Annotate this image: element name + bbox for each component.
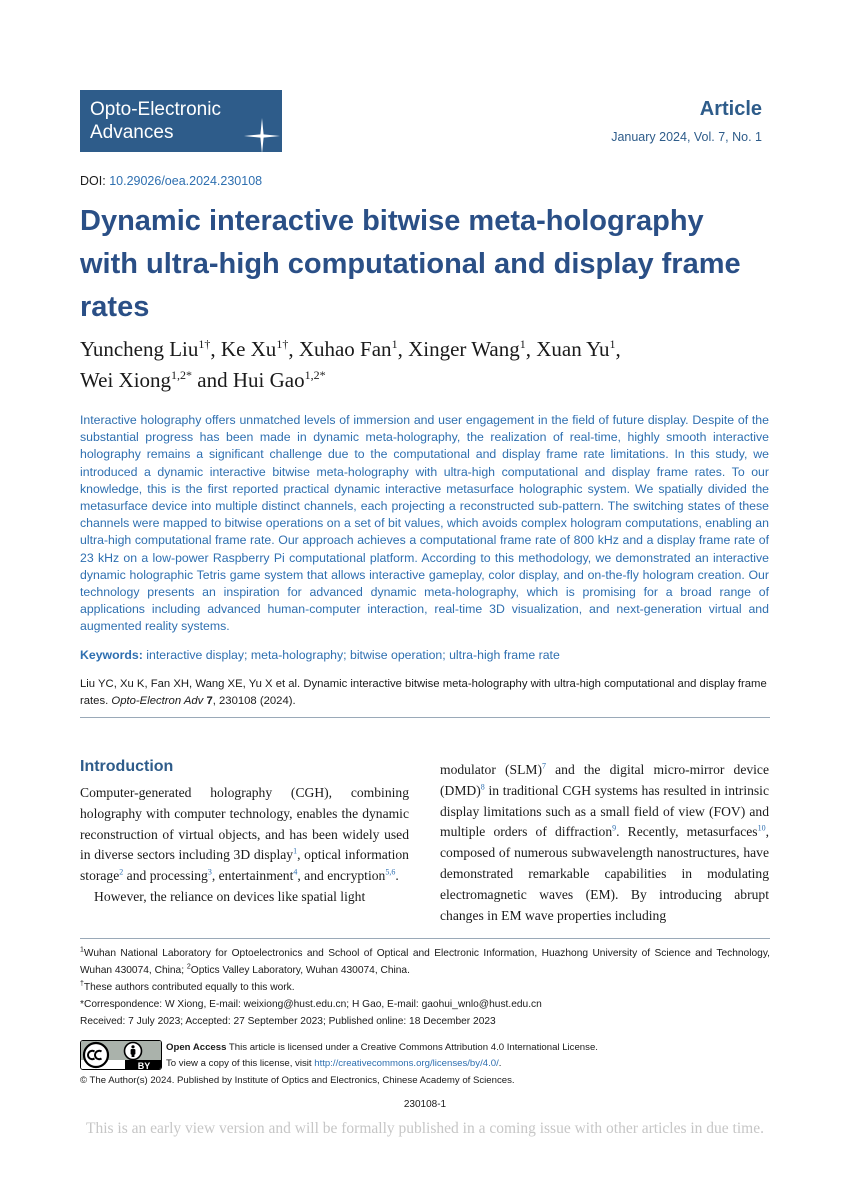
column-right <box>440 760 769 926</box>
author-name: Xuan Yu <box>536 337 610 361</box>
author-affiliation-mark: 1,2* <box>304 368 326 382</box>
citation-text: Liu YC, Xu K, Fan XH, Wang XE, Yu X et al. Dynamic interactive bitwise meta-holography with ultra-high computational and display frame rates. <box>80 678 767 707</box>
doi-link[interactable]: 10.29026/oea.2024.230108 <box>109 174 263 188</box>
paragraph-text: modulator (SLM) <box>440 762 542 777</box>
paragraph-text: . <box>395 868 399 884</box>
license-line-2-suffix: . <box>498 1058 502 1069</box>
author-list <box>80 334 780 396</box>
correspondence: *Correspondence: W Xiong, E-mail: weixiong@hust.edu.cn; H Gao, E-mail: gaohui_wnlo@hust.edu.cn <box>80 999 542 1010</box>
cc-by-badge-graphic <box>81 1041 162 1070</box>
author-separator: and <box>192 368 233 392</box>
reference-mark[interactable]: 10 <box>757 823 766 833</box>
author-name: Ke Xu <box>220 337 277 361</box>
affiliations <box>80 945 770 979</box>
reference-mark[interactable]: 9 <box>612 823 617 833</box>
paragraph-text: and processing <box>123 868 208 884</box>
paragraph-text: Computer-generated holography (CGH), combining holography with computer technology, enables the dynamic reconstruction of virtual objects, and has been widely used in diverse sectors including 3D display <box>80 785 409 863</box>
author-separator: , <box>210 337 221 361</box>
intro-paragraph-1 <box>80 783 409 887</box>
paper-title: Dynamic interactive bitwise meta-holography with ultra-high computational and display frame rates <box>80 205 741 323</box>
author-affiliation-mark: 1† <box>198 337 211 351</box>
article-type-label: Article <box>699 98 762 120</box>
page-number: 230108-1 <box>403 1099 447 1110</box>
section-heading-introduction: Introduction <box>80 758 174 775</box>
citation <box>80 676 770 710</box>
citation-rest: , 230108 (2024). <box>212 695 296 707</box>
author-name: Yuncheng Liu <box>80 337 199 361</box>
intro-paragraph-3 <box>440 760 769 926</box>
paragraph-text: in traditional CGH systems has resulted in intrinsic display limitations such as a small field of view (FOV) and multiple orders of diffraction <box>440 782 769 840</box>
reference-mark[interactable]: 2 <box>119 867 124 877</box>
paragraph-text: , composed of numerous subwavelength nanostructures, have demonstrated remarkable capabilities in modulating electromagnetic waves (EM). By introducing abrupt changes in EM wave properties including <box>440 824 769 923</box>
equal-contribution-note <box>80 979 770 996</box>
logo-line-1: Opto-Electronic <box>90 99 221 120</box>
author-name: Xinger Wang <box>408 337 520 361</box>
paragraph-text: . Recently, metasurfaces <box>616 824 758 840</box>
reference-mark[interactable]: 5,6 <box>385 867 396 877</box>
affiliation-mark: 1 <box>80 946 84 954</box>
license-line-2-prefix: To view a copy of this license, visit <box>166 1058 315 1069</box>
author-affiliation-mark: 1 <box>391 337 398 351</box>
issue-info: January 2024, Vol. 7, No. 1 <box>611 130 762 144</box>
author-separator: , <box>288 337 299 361</box>
license-text <box>166 1040 598 1072</box>
author-affiliation-mark: 1† <box>276 337 289 351</box>
abstract: Interactive holography offers unmatched levels of immersion and user engagement in the field of future display. Despite of the substantial progress has been made in dynamic meta-holography, the realization of real-time, highly smooth interactive holography remains a significant challenge due to the computational and display frame rate limitations. In this study, we introduced a dynamic interactive bitwise meta-holography with ultra-high computational and display frame rates. To our knowledge, this is the first reported practical dynamic interactive metasurface holographic system. We spatially divided the metasurface device into multiple distinct channels, each projecting a reconstructed sub-pattern. The switching states of these channels were mapped to bitwise operations on a set of bit values, which avoids complex hologram computations, enabling an ultra-high computational frame rate. Our approach achieves a computational frame rate of 800 kHz and a display frame rate of 23 kHz on a low-power Raspberry Pi computational platform. According to this methodology, we demonstrated an interactive dynamic holographic Tetris game system that allows interactive gameplay, color display, and on-the-fly hologram creation. Our technology presents an inspiration for advanced dynamic meta-holography, which is promising for a broad range of applications including advanced human-computer interaction, real-time 3D visualization, and next-generation virtual and augmented reality systems. <box>80 413 769 634</box>
equal-mark: † <box>80 980 84 988</box>
paragraph-text: , and encryption <box>297 868 386 884</box>
paragraph-text: and the digital micro-mirror device (DMD) <box>440 762 769 798</box>
citation-journal: Opto-Electron Adv <box>111 695 204 707</box>
column-left <box>80 783 409 908</box>
author-name: Hui Gao <box>232 368 305 392</box>
license-link[interactable]: http://creativecommons.org/licenses/by/4.0/ <box>314 1058 499 1069</box>
cc-by-icon[interactable] <box>80 1040 162 1070</box>
footnotes <box>80 945 770 1030</box>
logo-line-2: Advances <box>90 122 174 143</box>
early-view-watermark: This is an early view version and will be formally published in a coming issue with other articles in due time. <box>86 1120 764 1137</box>
author-affiliation-mark: 1 <box>609 337 616 351</box>
keywords <box>80 648 770 662</box>
author-line-1 <box>80 334 780 365</box>
sparkle-icon <box>242 116 282 156</box>
reference-mark[interactable]: 7 <box>542 761 546 771</box>
author-name: Xuhao Fan <box>298 337 392 361</box>
journal-logo <box>80 90 282 152</box>
license-line-1: This article is licensed under a Creative Commons Attribution 4.0 International License. <box>226 1042 598 1053</box>
paragraph-text: , optical information storage <box>80 847 409 884</box>
license-block <box>80 1040 770 1072</box>
copyright-notice: © The Author(s) 2024. Published by Institute of Optics and Electronics, Chinese Academy of Sciences. <box>80 1075 515 1086</box>
doi-label: DOI: <box>80 174 106 188</box>
author-line-2 <box>80 365 780 396</box>
keywords-label: Keywords: <box>80 648 143 662</box>
author-separator: , <box>615 337 621 361</box>
intro-paragraph-2: However, the reliance on devices like spatial light <box>94 888 366 904</box>
divider <box>80 938 770 939</box>
affiliation-mark: 2 <box>186 963 191 971</box>
publication-dates: Received: 7 July 2023; Accepted: 27 September 2023; Published online: 18 December 2023 <box>80 1016 496 1027</box>
reference-mark[interactable]: 3 <box>207 867 212 877</box>
author-separator: , <box>397 337 409 361</box>
cc-badge-text: BY <box>137 1061 151 1070</box>
doi-line <box>80 174 262 188</box>
reference-mark[interactable]: 8 <box>480 782 485 792</box>
citation-volume: 7 <box>206 695 213 707</box>
paragraph-text: , entertainment <box>211 868 294 884</box>
reference-mark[interactable]: 4 <box>293 867 298 877</box>
affiliation-1: Wuhan National Laboratory for Optoelectronics and School of Optical and Electronic Information, Huazhong University of Science and Technology, Wuhan 430074, China; <box>80 948 770 976</box>
author-affiliation-mark: 1 <box>519 337 526 351</box>
author-affiliation-mark: 1,2* <box>171 368 193 382</box>
divider <box>80 717 770 718</box>
keywords-text: interactive display; meta-holography; bitwise operation; ultra-high frame rate <box>146 648 560 662</box>
equal-contribution-text: These authors contributed equally to this work. <box>83 982 295 993</box>
open-access-label: Open Access <box>166 1042 227 1053</box>
author-separator: , <box>525 337 537 361</box>
author-name: Wei Xiong <box>80 368 172 392</box>
affiliation-2: Optics Valley Laboratory, Wuhan 430074, China. <box>190 965 410 976</box>
reference-mark[interactable]: 1 <box>293 846 298 856</box>
